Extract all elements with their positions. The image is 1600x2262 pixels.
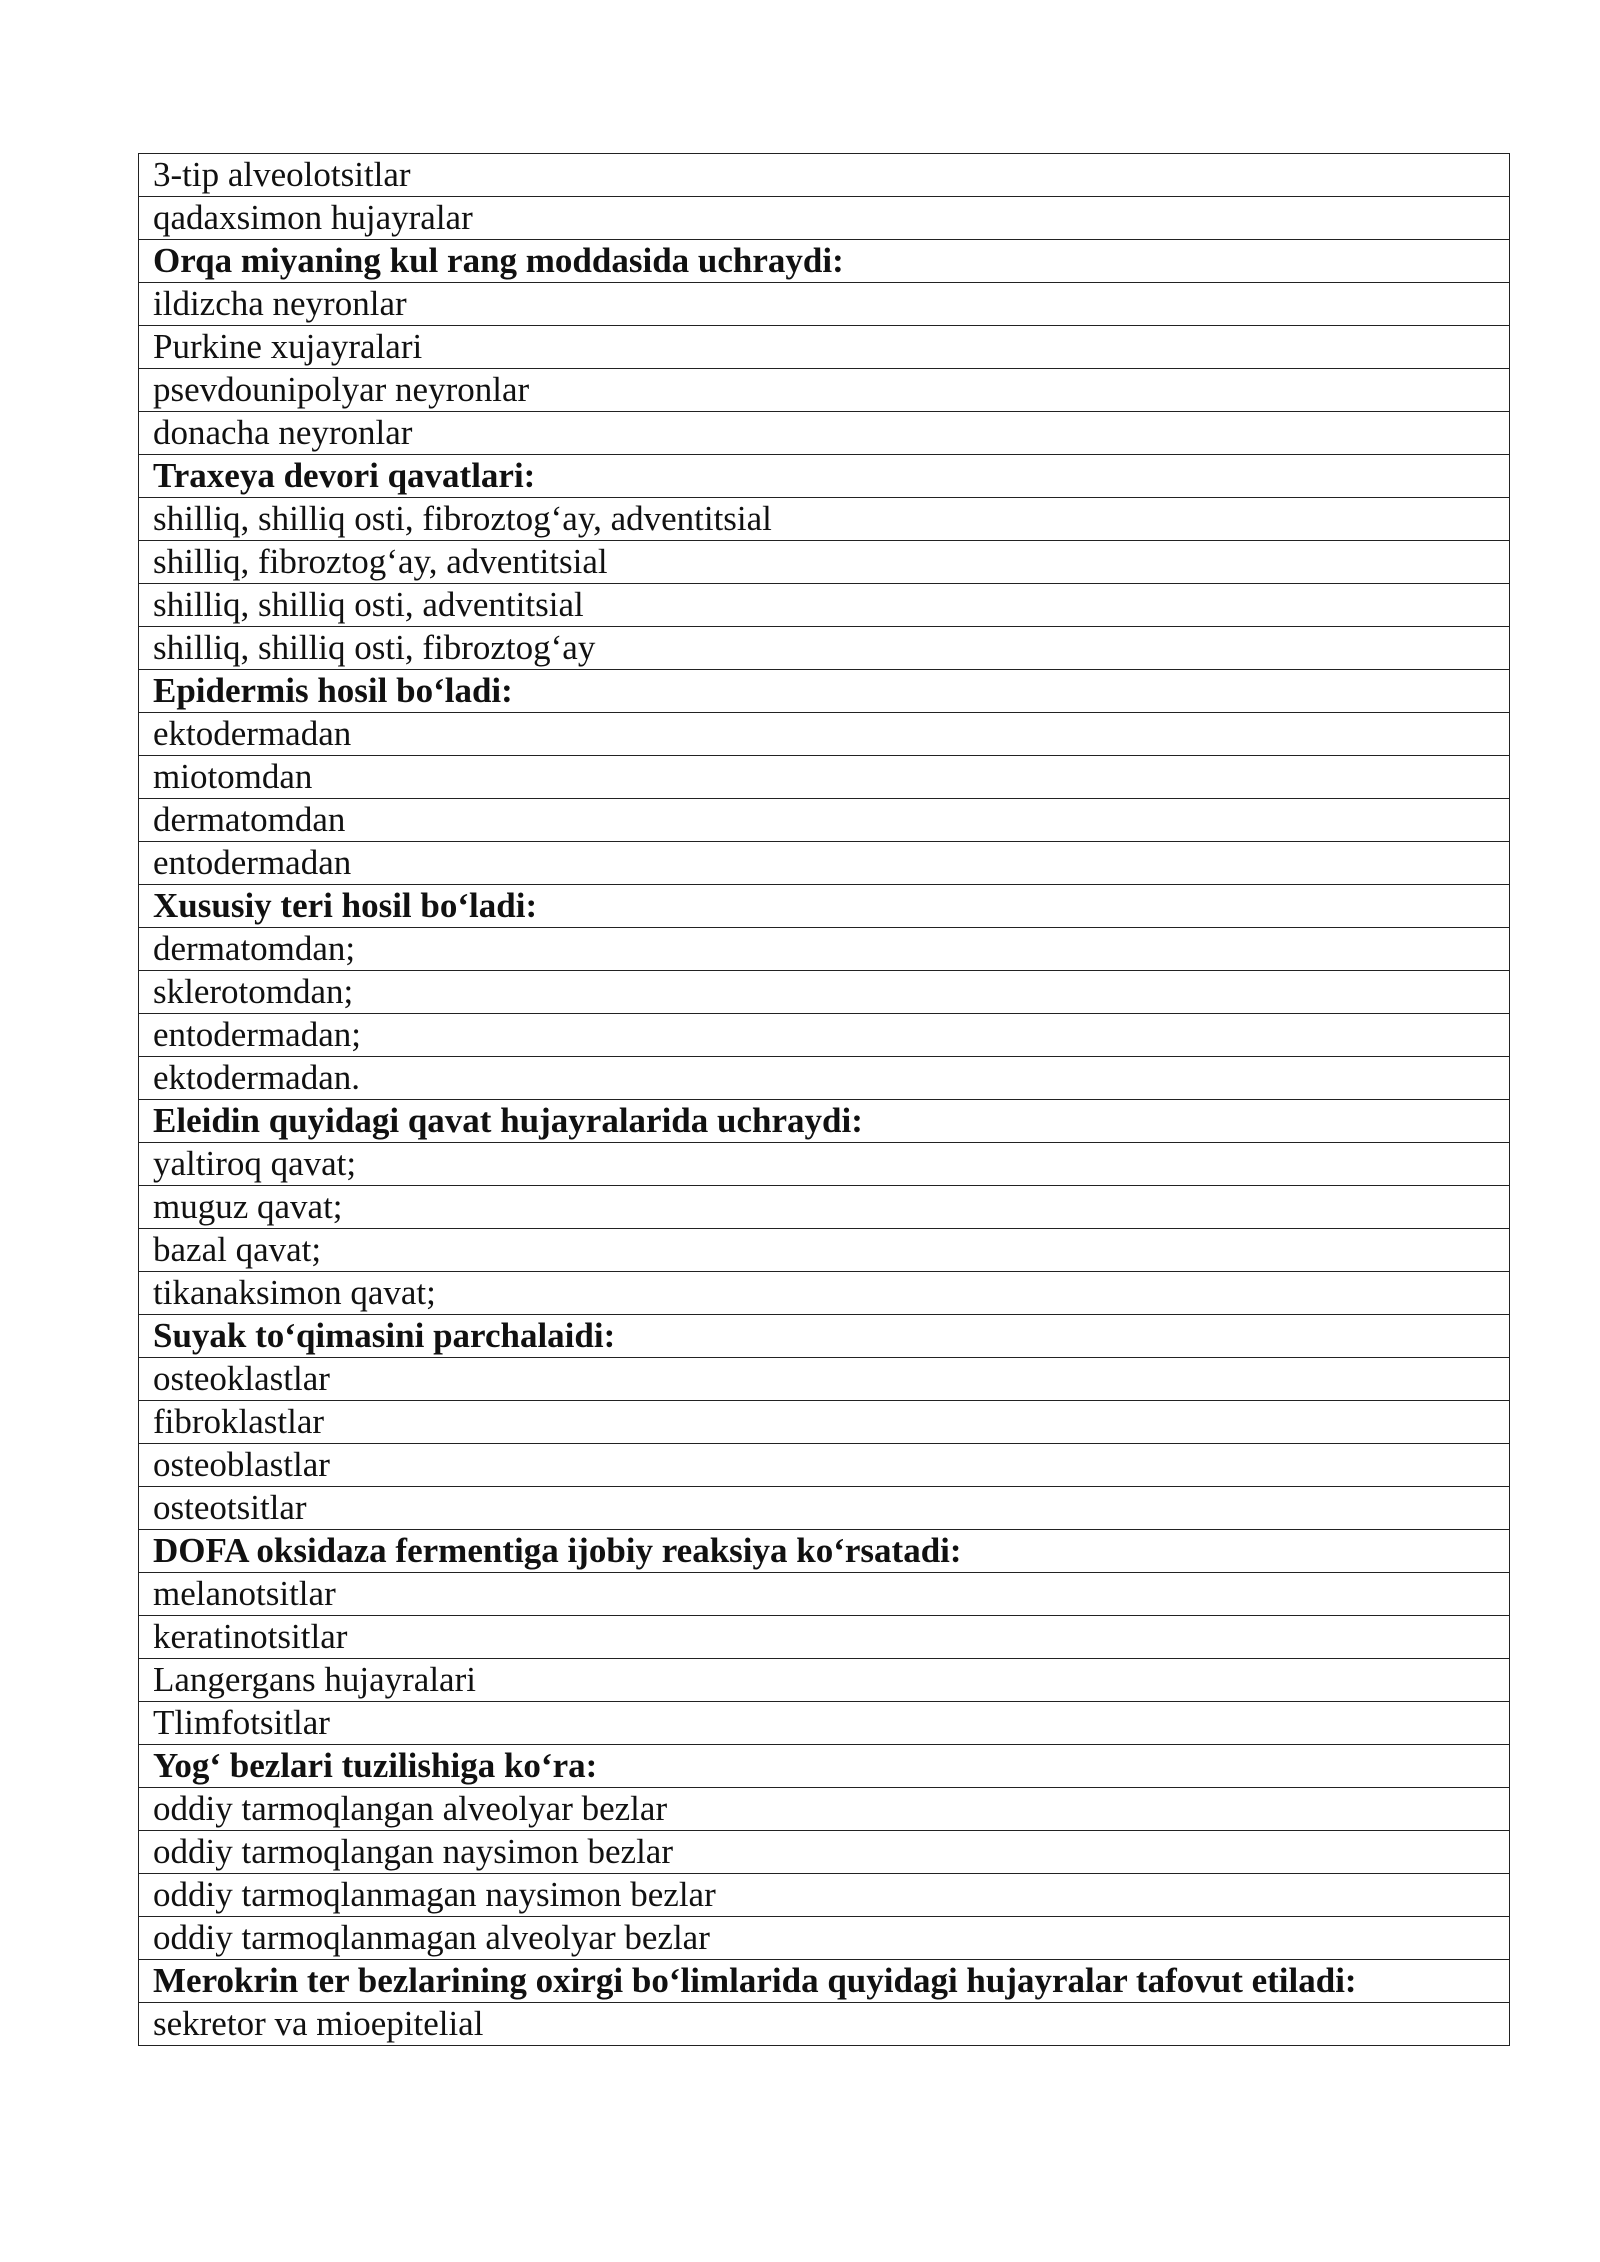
question-text: Xususiy teri hosil bo‘ladi: — [139, 885, 1510, 928]
answer-option-text: oddiy tarmoqlangan alveolyar bezlar — [139, 1788, 1510, 1831]
answer-option-text: Tlimfotsitlar — [139, 1702, 1510, 1745]
answer-option-text: oddiy tarmoqlanmagan naysimon bezlar — [139, 1874, 1510, 1917]
answer-option-row — [139, 1788, 1510, 1831]
answer-option-text: fibroklastlar — [139, 1401, 1510, 1444]
answer-option-text: shilliq, shilliq osti, fibroztog‘ay, adventitsial — [139, 498, 1510, 541]
question-row — [139, 455, 1510, 498]
answer-option-row — [139, 154, 1510, 197]
answer-option-text: osteotsitlar — [139, 1487, 1510, 1530]
answer-option-text: yaltiroq qavat; — [139, 1143, 1510, 1186]
answer-option-text: dermatomdan — [139, 799, 1510, 842]
answer-option-text: sekretor va mioepitelial — [139, 2003, 1510, 2046]
answer-option-row — [139, 799, 1510, 842]
answer-option-row — [139, 1702, 1510, 1745]
answer-option-row — [139, 2003, 1510, 2046]
answer-option-row — [139, 627, 1510, 670]
answer-option-text: miotomdan — [139, 756, 1510, 799]
answer-option-row — [139, 928, 1510, 971]
answer-option-text: ektodermadan — [139, 713, 1510, 756]
answer-option-text: keratinotsitlar — [139, 1616, 1510, 1659]
answer-option-row — [139, 283, 1510, 326]
answer-option-text: donacha neyronlar — [139, 412, 1510, 455]
answer-option-row — [139, 1272, 1510, 1315]
answer-option-row — [139, 1874, 1510, 1917]
question-text: Epidermis hosil bo‘ladi: — [139, 670, 1510, 713]
question-row — [139, 885, 1510, 928]
question-row — [139, 670, 1510, 713]
answer-option-row — [139, 1186, 1510, 1229]
question-row — [139, 240, 1510, 283]
answer-option-text: ildizcha neyronlar — [139, 283, 1510, 326]
answer-option-text: osteoblastlar — [139, 1444, 1510, 1487]
answer-option-text: shilliq, shilliq osti, fibroztog‘ay — [139, 627, 1510, 670]
answer-option-text: osteoklastlar — [139, 1358, 1510, 1401]
answer-option-row — [139, 1358, 1510, 1401]
answer-option-text: sklerotomdan; — [139, 971, 1510, 1014]
question-text: Orqa miyaning kul rang moddasida uchraydi: — [139, 240, 1510, 283]
question-row — [139, 1530, 1510, 1573]
question-text: Suyak to‘qimasini parchalaidi: — [139, 1315, 1510, 1358]
answer-option-text: oddiy tarmoqlanmagan alveolyar bezlar — [139, 1917, 1510, 1960]
question-text: Traxeya devori qavatlari: — [139, 455, 1510, 498]
answer-option-text: dermatomdan; — [139, 928, 1510, 971]
answer-option-row — [139, 1014, 1510, 1057]
answer-option-row — [139, 1831, 1510, 1874]
answer-option-row — [139, 412, 1510, 455]
question-text: Yog‘ bezlari tuzilishiga ko‘ra: — [139, 1745, 1510, 1788]
answer-option-text: entodermadan; — [139, 1014, 1510, 1057]
question-text: Eleidin quyidagi qavat hujayralarida uchraydi: — [139, 1100, 1510, 1143]
answer-option-text: Langergans hujayralari — [139, 1659, 1510, 1702]
answer-option-text: shilliq, shilliq osti, adventitsial — [139, 584, 1510, 627]
answer-option-row — [139, 197, 1510, 240]
answer-option-row — [139, 971, 1510, 1014]
quiz-table — [138, 153, 1510, 2046]
quiz-table-body — [139, 154, 1510, 2046]
answer-option-row — [139, 541, 1510, 584]
question-row — [139, 1100, 1510, 1143]
answer-option-text: 3-tip alveolotsitlar — [139, 154, 1510, 197]
answer-option-text: psevdounipolyar neyronlar — [139, 369, 1510, 412]
answer-option-text: ektodermadan. — [139, 1057, 1510, 1100]
answer-option-text: tikanaksimon qavat; — [139, 1272, 1510, 1315]
answer-option-row — [139, 1057, 1510, 1100]
answer-option-text: qadaxsimon hujayralar — [139, 197, 1510, 240]
answer-option-row — [139, 369, 1510, 412]
question-row — [139, 1745, 1510, 1788]
answer-option-row — [139, 1401, 1510, 1444]
answer-option-text: shilliq, fibroztog‘ay, adventitsial — [139, 541, 1510, 584]
answer-option-row — [139, 756, 1510, 799]
answer-option-row — [139, 1229, 1510, 1272]
question-text: Merokrin ter bezlarining oxirgi bo‘limlarida quyidagi hujayralar tafovut etiladi: — [139, 1960, 1510, 2003]
answer-option-row — [139, 1616, 1510, 1659]
answer-option-row — [139, 713, 1510, 756]
answer-option-row — [139, 1573, 1510, 1616]
answer-option-row — [139, 842, 1510, 885]
answer-option-text: Purkine xujayralari — [139, 326, 1510, 369]
answer-option-text: oddiy tarmoqlangan naysimon bezlar — [139, 1831, 1510, 1874]
answer-option-row — [139, 326, 1510, 369]
question-row — [139, 1315, 1510, 1358]
answer-option-row — [139, 1487, 1510, 1530]
answer-option-row — [139, 1917, 1510, 1960]
answer-option-text: muguz qavat; — [139, 1186, 1510, 1229]
answer-option-row — [139, 1444, 1510, 1487]
answer-option-row — [139, 1659, 1510, 1702]
question-row — [139, 1960, 1510, 2003]
answer-option-text: entodermadan — [139, 842, 1510, 885]
answer-option-text: bazal qavat; — [139, 1229, 1510, 1272]
answer-option-text: melanotsitlar — [139, 1573, 1510, 1616]
answer-option-row — [139, 1143, 1510, 1186]
question-text: DOFA oksidaza fermentiga ijobiy reaksiya ko‘rsatadi: — [139, 1530, 1510, 1573]
answer-option-row — [139, 498, 1510, 541]
answer-option-row — [139, 584, 1510, 627]
